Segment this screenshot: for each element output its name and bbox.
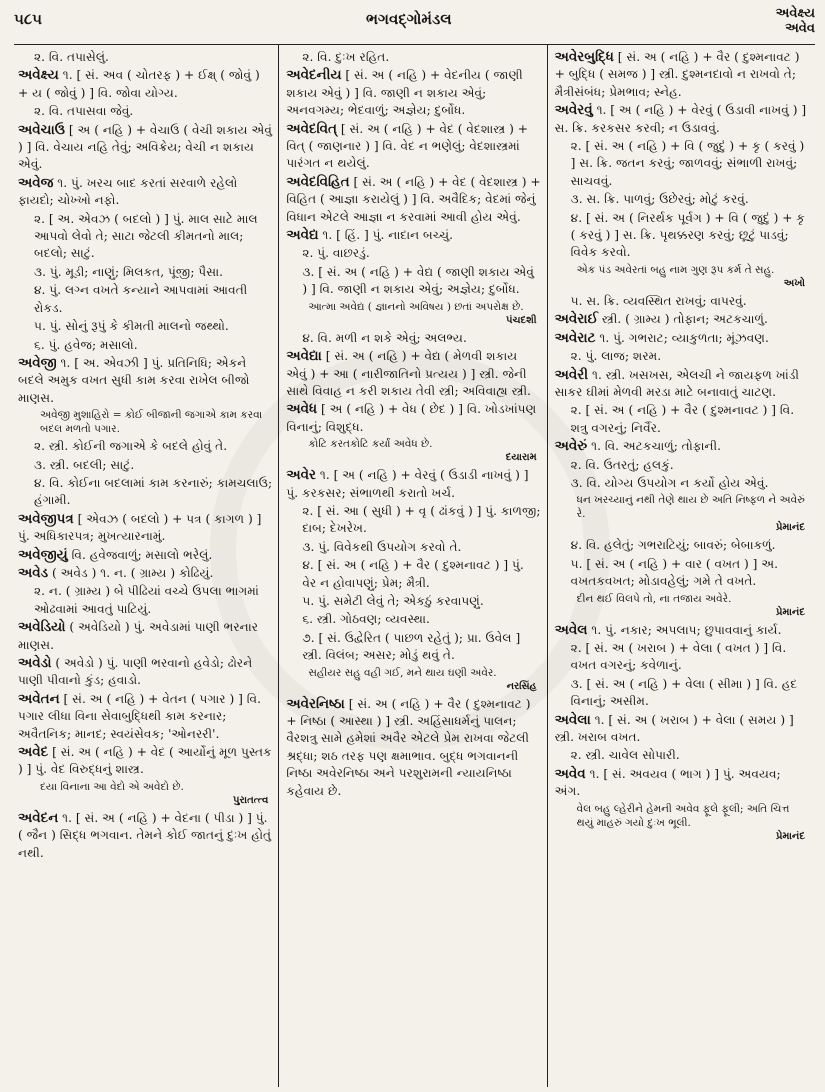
quotation-text: ધન ખરચ્યાનું નથી તેણે થાય છે અતિ નિષ્ફળ ને અવેરું રે. <box>576 494 805 521</box>
dictionary-entry <box>18 691 272 743</box>
sense-definition: ૩. પું. મૂડી; નાણું; મિલકત, પૂંજી; પૈસા. <box>34 264 223 279</box>
headword: અવેરું <box>554 438 588 455</box>
column-1 <box>14 45 278 1087</box>
headword: અવેરાટ <box>554 329 596 346</box>
headword: અવેજ <box>18 174 54 191</box>
headword: અવેવ <box>554 765 586 782</box>
quotation-text: કોટિ કરતકોટિ કર્યાં અવેધ છે. <box>308 438 433 451</box>
headword: અવેડિયો <box>18 619 66 636</box>
quotation <box>18 408 272 436</box>
definition-text: વિ. હવેજવાળું; મસાલો ભરેલું. <box>67 547 213 562</box>
definition-text: ૧. [ સં. અવયવ ( ભાગ ) ] પું. અવયવ; અંગ. <box>554 766 781 799</box>
definition-text: ૧. વિ. અટકચાળું; તોફાની. <box>587 439 721 454</box>
dictionary-entry <box>555 49 809 101</box>
definition-text: [ સં. અ ( નહિ ) + વેદ ( વેદશાસ્ત્ર ) + વિહિત ( આજ્ઞા કરાયેલું ) ] વિ. અવૈદિક; વેદમાં જેનું વિધાન એટલે આજ્ઞા ન કરવામાં આવી હોય એવું. <box>286 174 541 224</box>
column-2 <box>278 45 546 1087</box>
sense-definition: ૩. વિ. યોગ્ય ઉપયોગ ન કર્યો હોય એવું. <box>570 475 769 490</box>
dictionary-entry <box>286 227 540 244</box>
definition-text: ૧. [ અ. એવઝી ] પું. પ્રતિનિધિ; એકને બદલે અમુક વખત સુધી કામ કરવા રાખેલ બીજો માણસ. <box>18 355 250 405</box>
dictionary-entry <box>18 547 272 564</box>
headword: અવેજી <box>18 354 57 371</box>
quotation <box>555 802 809 844</box>
sense-definition: ૩. સ. ક્રિ. પાળવું; ઉછેરવું; મોટું કરવું. <box>570 192 749 207</box>
sense-definition: ૨. [ સં. અ ( નહિ ) + વૈર ( દુશ્મનાવટ ) ] વિ. શત્રુ વગરનું; નિર્વૈર. <box>570 403 795 435</box>
headword: અવેદનીય <box>286 67 342 84</box>
quotation-text: અવેજી મુશાહિરો = કોઈ બીજાની જગાએ કામ કરવા બદલ મળતો પગાર. <box>40 409 263 436</box>
quotation <box>18 780 272 808</box>
sense-definition: ૨. [ સં. અ ( ખરાબ ) + વેલા ( વખત ) ] વિ. વખત વગરનું; કવેળાનું. <box>570 640 787 673</box>
sense-definition: ૪. વિ. મળી ન શકે એવું; અલભ્ય. <box>302 330 467 345</box>
dictionary-entry <box>555 330 809 347</box>
definition-text: [ સં. અ ( નહિ ) + વેદ ( આર્યોનું મૂળ પુસ્તક ) ] પું. વેદ વિરુદ્ધનું શાસ્ત્ર. <box>18 745 272 777</box>
quotation <box>555 592 809 620</box>
quotation <box>555 493 809 535</box>
quotation-source: પ્રેમાનંદ <box>775 606 805 618</box>
dictionary-entry <box>18 67 272 102</box>
definition-text: [ સં. અ ( નહિ ) + વેદ ( વેદશાસ્ત્ર ) + વિત્ ( જાણનાર ) ] વિ. વેદ ન ભણેલું; વેદશાસ્ત્રમાં પારંગત ન થયેલું. <box>286 121 528 171</box>
sense-definition: ૨. સ્ત્રી. કોઈની જગાએ કે બદલે હોવું તે. <box>34 439 228 454</box>
guide-word-last: અવેવ <box>785 21 815 36</box>
headword: અવેદવિહિત <box>286 173 350 190</box>
headword: અવેધ <box>286 401 318 418</box>
sense-definition: ૨. ન. ( ગ્રામ્ય ) બે પીઢિયાં વચ્ચે ઉપલા ભાગમાં ઓઢવામાં આવતું પાટિયું. <box>34 584 259 616</box>
quotation-text: દીન થઈ વિલપે તો, ના તજાય અવેરે. <box>576 592 732 605</box>
definition-text: [ સં. અ ( નહિ ) + વેતન ( પગાર ) ] વિ. પગાર લીધા વિના સેવાબુદ્ધિથી કામ કરનાર; અવૈતનિક; માનદ; સ્વયંસેવક; 'ઓનરરી'. <box>18 691 261 741</box>
sense-definition: ૨. સ્ત્રી. ચાવેલ સોપારી. <box>570 748 680 763</box>
sense-definition: ૬. સ્ત્રી. ગોઠવણ; વ્યવસ્થા. <box>302 612 430 627</box>
column-3 <box>547 45 815 1087</box>
quotation-source: પુરાતત્ત્વ <box>232 794 269 806</box>
sense-definition: ૨. [ અ. એવઝ ( બદલો ) ] પું. માલ સાટે માલ આપવો લેવો તે; સાટા જેટલી કીમતનો માલ; બદલો; સાટું. <box>34 211 258 261</box>
headword: અવેદન <box>18 809 59 826</box>
sense-definition: ૩. પું. વિવેકથી ઉપયોગ કરવો તે. <box>302 539 462 554</box>
headword: અવેરનિષ્ઠા <box>286 695 345 712</box>
quotation-source: દયારામ <box>505 452 537 464</box>
headword: અવેરી <box>554 366 589 383</box>
dictionary-entry <box>18 355 272 407</box>
definition-text: ૧. સ્ત્રી. ખસખસ, એલચી ને જાયફળ ખાંડી સાકર ઘીમાં મેળવી મરડા માટે બનાવાતું ચાટણ. <box>554 367 799 399</box>
quotation-source: અખો <box>783 277 805 289</box>
headword: અવેજીપત્ર <box>18 510 74 527</box>
definition-text: સ્ત્રી. ( ગ્રામ્ય ) તોફાન; અટકચાળું. <box>598 312 768 327</box>
headword: અવેક્ષ્ય <box>18 67 59 84</box>
definition-text: ૧. [ હિં. ] પું. નાદાન બચ્ચું. <box>318 228 454 243</box>
dictionary-entry <box>18 744 272 779</box>
headword: અવેલા <box>554 711 591 728</box>
headword: અવેરવું <box>554 102 593 119</box>
sense-definition: ૨. પું. વાછરડું. <box>302 246 370 261</box>
sense-definition: ૪. વિ. હલેતું; ગભરાટિયું; બાવરું; બેબાકળું. <box>570 538 776 553</box>
headword: અવેતન <box>18 690 60 707</box>
quotation <box>555 263 809 291</box>
sense-definition: ૬. પું. હવેજ; મસાલો. <box>34 337 138 352</box>
headword: અવેજીયું <box>18 546 68 563</box>
definition-text: ૧. પું. ખરચ બાદ કરતાં સરવાળે રહેલો ફાયદો; ચોખ્ખો નફો. <box>18 175 238 208</box>
quotation-source: પ્રેમાનંદ <box>775 522 805 534</box>
dictionary-entry <box>18 175 272 210</box>
dictionary-entry <box>555 102 809 137</box>
definition-text: ૧. [ સં. અવ ( ચોતરફ ) + ઈક્ષ્ ( જોવું ) + ય ( જોવું ) ] વિ. જોવા યોગ્ય. <box>18 68 260 100</box>
dictionary-entry <box>555 766 809 801</box>
quotation-text: દયા વિનાના આ વેદો એ અવેદો છે. <box>40 780 184 793</box>
guide-words <box>776 6 815 36</box>
dictionary-entry <box>18 810 272 862</box>
sense-definition: ૨. વિ. તપાસેલું. <box>34 50 109 64</box>
definition-text: ૧. [ સં. અ ( ખરાબ ) + વેલા ( સમય ) ] સ્ત્રી. ખરાબ વખત. <box>554 712 794 744</box>
dictionary-entry <box>286 348 540 400</box>
quotation-text: આત્મા અવેદ્ય ( જ્ઞાનનો અવિષય ) છતાં અપરોક્ષ છે. <box>308 300 524 313</box>
dictionary-entry <box>18 619 272 654</box>
dictionary-entry <box>286 121 540 173</box>
headword: અવેલ <box>554 621 588 638</box>
definition-text: [ અ ( નહિ ) + વેચાઉ ( વેચી શકાય એવું ) ] વિ. વેચાય નહિ તેવું; અવિક્રેય; વેચી ન શકાય એવું. <box>18 122 272 172</box>
definition-text: ૧. [ અ ( નહિ ) + વેરવું ( ઉડાવી નાખવું ) ] સ. ક્રિ. કરકસર કરવી; ન ઉડાવવું. <box>554 103 807 135</box>
quotation <box>286 300 540 328</box>
dictionary-entry <box>286 696 540 800</box>
page-header <box>14 6 815 45</box>
definition-text: ૧. [ સં. અ ( નહિ ) + વેદના ( પીડા ) ] પું. ( જૈન ) સિદ્ધ ભગવાન. તેમને કોઈ જાતનું દુઃખ હોતું નથી. <box>18 810 272 860</box>
sense-definition: ૪. [ સં. અ ( નિરર્થક પૂર્વગ ) + વિ ( જુદું ) + કૃ ( કરવું ) ] સ. ક્રિ. પૃથક્કરણ કરવું; છૂટું પાડવું; વિવેક કરવો. <box>570 210 805 260</box>
definition-text: ( અવેડ ) ૧. ન. ( ગ્રામ્ય ) કોઢિયું. <box>48 565 214 580</box>
dictionary-entry <box>286 401 540 436</box>
headword: અવેરાઈ <box>554 311 599 328</box>
sense-definition: ૫. સ. ક્રિ. વ્યવસ્થિત રાખવું; વાપરવું. <box>570 293 747 308</box>
sense-definition: ૪. વિ. કોઈના બદલામાં કામ કરનારું; કામચલાઉ; હંગામી. <box>34 475 273 508</box>
dictionary-entry <box>18 122 272 174</box>
headword: અવેડો <box>18 655 52 671</box>
quotation-source: પંચદશી <box>506 314 537 326</box>
headword: અવેરબુદ્ધિ <box>554 49 614 65</box>
page-number: ૫૮૫ <box>14 10 42 28</box>
dictionary-entry <box>286 67 540 119</box>
headword: અવેર <box>286 467 316 484</box>
quotation-source: નરસિંહ <box>506 680 537 692</box>
definition-text: ૧. પું. નકાર; અપલાપ; છુપાવવાનું કાર્ય. <box>587 622 782 637</box>
quotation-text: સહીયર સહુ વહી ગઈ, મને થાય ઘણી અવેર. <box>308 666 497 679</box>
sense-definition: ૨. [ સં. આ ( સુધી ) + વૃ ( ઢાંકવું ) ] પું. કાળજી; દાબ; દેખરેખ. <box>302 503 541 536</box>
sense-definition: ૫. પું. સોનું રૂપું કે કીમતી માલનો જથ્થો. <box>34 319 229 334</box>
dictionary-entry <box>555 438 809 455</box>
quotation-source: પ્રેમાનંદ <box>775 830 805 842</box>
dictionary-entry <box>555 712 809 747</box>
dictionary-entry <box>555 367 809 402</box>
dictionary-entry <box>18 511 272 546</box>
quotation-text: એક પંડ અવેરતાં બહુ નામ ગુણ રૂપ કર્મ તે સહુ. <box>576 263 775 276</box>
definition-text: [ સં. અ ( નહિ ) + વૈર ( દુશ્મનાવટ ) + બુદ્ધિ ( સમજ ) ] સ્ત્રી. દુશ્મનદાવો ન રાખવો તે; મૈત્રીસંબંધ; પ્રેમભાવ; સ્નેહ. <box>554 50 800 99</box>
headword: અવેદ્યા <box>286 348 322 365</box>
dictionary-entry <box>286 174 540 226</box>
quotation-text: વેલ બહુ લ્હેરીને હેમની અવેવ ફૂલે ફૂલી; અતિ ચિત્ત થયું માહરું ગયો દુઃખ ભૂલી. <box>576 802 790 829</box>
sense-definition: ૫. [ સં. અ ( નહિ ) + વાર ( વખત ) ] અ. વખતકવખત; મોડાવહેલું; ગમે તે વખતે. <box>570 556 779 589</box>
headword: અવેદવિત્ <box>286 120 337 137</box>
quotation <box>286 437 540 465</box>
headword: અવેચાઉ <box>18 121 65 138</box>
dictionary-entry <box>286 467 540 502</box>
sense-definition: ૨. [ સં. અ ( નહિ ) + વિ ( જુદું ) + કૃ ( કરવું ) ] સ. ક્રિ. જતન કરવું; જાળવવું; સંભાળી રાખવું; સાચવવું. <box>570 139 805 188</box>
definition-text: [ અ ( નહિ ) + વેધ ( છેદ ) ] વિ. ખોડખાંપણ વિનાનું; વિશુદ્ધ. <box>286 402 537 434</box>
sense-definition: ૨. વિ. તપાસવા જેવું. <box>34 104 134 119</box>
sense-definition: ૩. [ સં. અ ( નહિ ) + વેદ્ય ( જાણી શકાય એવું ) ] વિ. જાણી ન શકાય એવું; અજ્ઞેય; દુર્બોધ. <box>302 264 534 297</box>
page-title: ભગવદ્ગોમંડલ <box>366 10 452 28</box>
sense-definition: ૪. પું. લગ્ન વખતે કન્યાને આપવામાં આવતી રોકડ. <box>34 283 248 315</box>
definition-text: ૧. પું. ગભરાટ; વ્યાકુળતા; મૂંઝવણ. <box>595 330 769 345</box>
dictionary-entry <box>18 565 272 582</box>
definition-text: ( અવેડો ) પું. પાણી ભરવાનો હવેડો; ઢોરને પાણી પીવાનો કુંડ; હવાડો. <box>18 656 253 688</box>
sense-definition: ૨. વિ. દુઃખ રહિત. <box>302 50 390 64</box>
headword: અવેદ <box>18 744 49 761</box>
dictionary-entry <box>555 622 809 639</box>
sense-definition: ૩. [ સં. અ ( નહિ ) + વેલા ( સીમા ) ] વિ. હદ વિનાનું; અસીમ. <box>570 676 798 709</box>
headword: અવેડ <box>18 564 49 581</box>
definition-text: ૧. [ અ ( નહિ ) + વેરવું ( ઉડાડી નાખવું ) ] પું. કરકસર; સંભાળથી કરાતો ખર્ચ. <box>286 468 529 500</box>
headword: અવેદ્ય <box>286 227 319 244</box>
guide-word-first: અવેક્ષ્ય <box>775 6 815 21</box>
sense-definition: ૩. સ્ત્રી. બદલી; સાટું. <box>34 457 135 472</box>
definition-text: [ સં. અ ( નહિ ) + વૈર ( દુશ્મનાવટ ) + નિષ્ઠા ( આસ્થા ) ] સ્ત્રી. અહિંસાધર્મનું પાલન; વૈરશત્રુ સામે હમેશાં અવૈર એટલે પ્રેમ રાખવા જેટલી શ્રદ્ધા; શઠ તરફ પણ ક્ષમાભાવ. બુદ્ધ ભગવાનની નિષ્ઠા અવેરનિષ્ઠા અને પરશુરામની ન્યાયનિષ્ઠા કહેવાય છે. <box>286 696 531 798</box>
definition-text: [ સં. અ ( નહિ ) + વેદનીય ( જાણી શકાય એવું ) ] વિ. જાણી ન શકાય એવું; અનવગમ્ય; ભેદવાળું; અજ્ઞેય; દુર્બોધ. <box>286 68 523 118</box>
columns <box>14 45 815 1087</box>
dictionary-entry <box>555 311 809 328</box>
definition-text: [ સં. અ ( નહિ ) + વેદ્ય ( મેળવી શકાય એવું ) + આ ( નારીજાતિનો પ્રત્યય ) ] સ્ત્રી. જેની સાથે વિવાહ ન કરી શકાય તેવી સ્ત્રી; અવિવાહ્ય સ્ત્રી. <box>286 349 531 398</box>
definition-text: [ એવઝ ( બદલો ) + પત્ર ( કાગળ ) ] પું. અધિકારપત્ર; મુખત્યારનામું. <box>18 511 262 544</box>
sense-definition: ૪. [ સં. અ ( નહિ ) + વૈર ( દુશ્મનાવટ ) ] પું. વેર ન હોવાપણું; પ્રેમ; મૈત્રી. <box>302 558 524 590</box>
sense-definition: ૫. પું. સમેટી લેવું તે; એકઠું કરવાપણું. <box>302 593 484 608</box>
sense-definition: ૨. વિ. ઉતરતું; હલકું. <box>570 457 674 472</box>
sense-definition: ૨. પું. લાજ; શરમ. <box>570 349 662 364</box>
sense-definition: ૭. [ સં. ઉદ્વેરિત ( પાછળ રહેતું ); પ્રા. ઉવેલ ] સ્ત્રી. વિલંબ; અસર; મોડું થવું તે. <box>302 630 521 663</box>
definition-text: ( અવેડિયો ) પું. અવેડામાં પાણી ભરનાર માણસ. <box>18 620 259 652</box>
quotation <box>286 666 540 694</box>
dictionary-entry <box>18 655 272 690</box>
